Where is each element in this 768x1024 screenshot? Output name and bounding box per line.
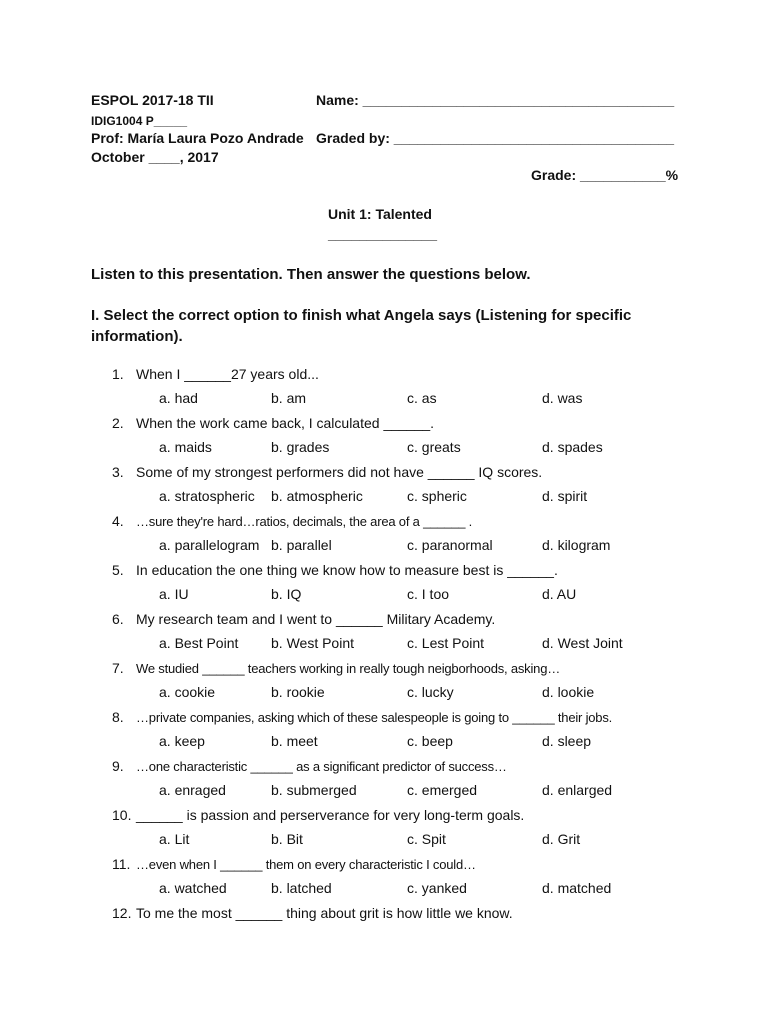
answer-option[interactable]: a. watched [159, 880, 227, 896]
question-number: 2. [112, 415, 124, 431]
question-number: 11. [112, 856, 131, 872]
answer-option[interactable]: c. Lest Point [407, 635, 485, 651]
answer-option[interactable]: b. latched [271, 880, 332, 896]
answer-option[interactable]: d. spirit [542, 488, 588, 504]
answer-option[interactable]: a. IU [159, 586, 189, 602]
question-text: …even when I ______ them on every characteristic I could… [136, 857, 476, 872]
answer-option[interactable]: c. lucky [407, 684, 454, 700]
answer-option[interactable]: a. parallelogram [159, 537, 260, 553]
answer-option[interactable]: d. Grit [542, 831, 581, 847]
unit-underline: ______________ [328, 226, 438, 242]
question-text: …one characteristic ______ as a significant predictor of success… [136, 759, 507, 774]
answer-option[interactable]: c. paranormal [407, 537, 493, 553]
answer-option[interactable]: b. am [271, 390, 307, 406]
answer-option[interactable]: d. was [542, 390, 583, 406]
answer-option[interactable]: b. submerged [271, 782, 357, 798]
question-text: We studied ______ teachers working in really tough neigborhoods, asking… [136, 661, 561, 676]
question-number: 5. [112, 562, 124, 578]
answer-option[interactable]: b. atmospheric [271, 488, 363, 504]
answer-option[interactable]: c. spheric [407, 488, 467, 504]
answer-option[interactable]: b. West Point [271, 635, 355, 651]
answer-option[interactable]: b. IQ [271, 586, 302, 602]
question-number: 3. [112, 464, 124, 480]
answer-option[interactable]: d. enlarged [542, 782, 613, 798]
section-1-heading: I. Select the correct option to finish what Angela says (Listening for specific [91, 307, 632, 324]
answer-option[interactable]: d. kilogram [542, 537, 611, 553]
answer-option[interactable]: d. West Joint [542, 635, 623, 651]
answer-option[interactable]: b. meet [271, 733, 318, 749]
answer-option[interactable]: a. Best Point [159, 635, 239, 651]
question-text: My research team and I went to ______ Military Academy. [136, 611, 496, 627]
answer-option[interactable]: a. enraged [159, 782, 226, 798]
grade-field[interactable]: Grade: ___________% [531, 167, 679, 183]
question-text: In education the one thing we know how to measure best is ______. [136, 562, 558, 578]
answer-option[interactable]: d. spades [542, 439, 603, 455]
question-number: 9. [112, 758, 124, 774]
course-code: IDIG1004 P_____ [91, 114, 188, 128]
section-1-heading-cont: information). [91, 328, 183, 345]
answer-option[interactable]: a. stratospheric [159, 488, 255, 504]
question-text: ______ is passion and perserverance for very long-term goals. [136, 807, 525, 823]
answer-option[interactable]: c. emerged [407, 782, 478, 798]
answer-option[interactable]: b. Bit [271, 831, 303, 847]
answer-option[interactable]: a. Lit [159, 831, 190, 847]
answer-option[interactable]: c. Spit [407, 831, 446, 847]
answer-option[interactable]: b. grades [271, 439, 330, 455]
question-number: 12. [112, 905, 132, 921]
answer-option[interactable]: a. keep [159, 733, 205, 749]
question-number: 6. [112, 611, 124, 627]
question-number: 7. [112, 660, 124, 676]
answer-option[interactable]: a. had [159, 390, 198, 406]
question-number: 8. [112, 709, 124, 725]
school-term: ESPOL 2017-18 TII [91, 92, 214, 108]
exam-date: October ____, 2017 [91, 149, 219, 165]
answer-option[interactable]: a. maids [159, 439, 212, 455]
unit-title: Unit 1: Talented [328, 206, 432, 222]
answer-option[interactable]: b. parallel [271, 537, 332, 553]
question-number: 1. [112, 366, 124, 382]
question-text: When the work came back, I calculated ______. [136, 415, 435, 431]
answer-option[interactable]: c. as [407, 390, 437, 406]
answer-option[interactable]: c. greats [407, 439, 461, 455]
answer-option[interactable]: d. sleep [542, 733, 592, 749]
answer-option[interactable]: d. AU [542, 586, 577, 602]
answer-option[interactable]: a. cookie [159, 684, 216, 700]
answer-option[interactable]: d. lookie [542, 684, 595, 700]
question-text: To me the most ______ thing about grit is how little we know. [136, 905, 513, 921]
answer-option[interactable]: b. rookie [271, 684, 325, 700]
question-text: …sure they're hard…ratios, decimals, the area of a ______ . [136, 514, 473, 529]
question-text: Some of my strongest performers did not have ______ IQ scores. [136, 464, 543, 480]
question-number: 10. [112, 807, 132, 823]
listening-instruction: Listen to this presentation. Then answer the questions below. [91, 266, 531, 283]
question-text: …private companies, asking which of these salespeople is going to ______ their jobs. [136, 710, 613, 725]
professor: Prof: María Laura Pozo Andrade [91, 130, 304, 146]
name-field[interactable]: Name: ________________________________________ [316, 92, 675, 108]
question-number: 4. [112, 513, 124, 529]
question-text: When I ______27 years old... [136, 366, 319, 382]
answer-option[interactable]: c. yanked [407, 880, 467, 896]
answer-option[interactable]: d. matched [542, 880, 612, 896]
answer-option[interactable]: c. I too [407, 586, 450, 602]
answer-option[interactable]: c. beep [407, 733, 453, 749]
graded-by-field[interactable]: Graded by: ____________________________________ [316, 130, 675, 146]
